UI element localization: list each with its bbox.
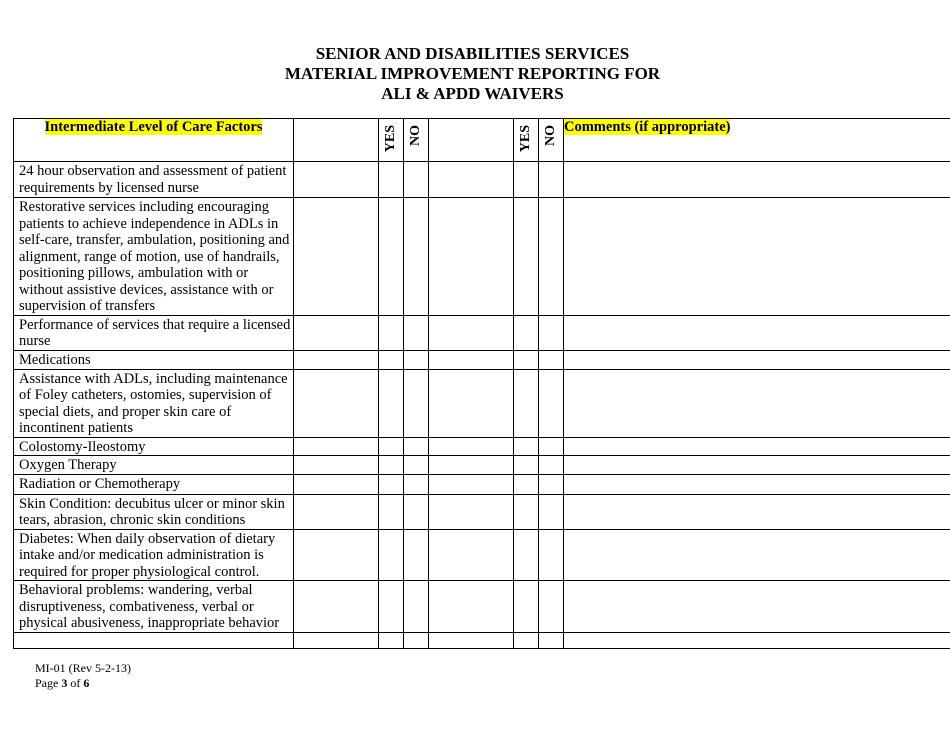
yes-checkbox-1[interactable] xyxy=(379,456,404,475)
table-row xyxy=(14,315,950,350)
yes-checkbox-1[interactable] xyxy=(379,315,404,350)
factor-cell: Medications xyxy=(14,350,294,369)
page-number xyxy=(35,676,131,691)
blank-cell-2[interactable] xyxy=(429,198,514,316)
no-checkbox-2[interactable] xyxy=(539,632,564,648)
header-yes-1-cell xyxy=(379,119,404,162)
table-row-empty xyxy=(14,632,950,648)
no-checkbox-2[interactable] xyxy=(539,315,564,350)
blank-cell-1[interactable] xyxy=(294,437,379,456)
yes-checkbox-2[interactable] xyxy=(514,315,539,350)
yes-checkbox-2[interactable] xyxy=(514,581,539,633)
no-checkbox-1[interactable] xyxy=(404,350,429,369)
factor-cell: Behavioral problems: wandering, verbal disruptiveness, combativeness, verbal or physical abusiveness, inappropriate behavior xyxy=(14,581,294,633)
blank-cell-2[interactable] xyxy=(429,369,514,437)
blank-cell-1[interactable] xyxy=(294,369,379,437)
yes-checkbox-1[interactable] xyxy=(379,581,404,633)
blank-cell-1[interactable] xyxy=(294,162,379,198)
page-label: Page xyxy=(35,676,59,690)
header-factor-cell xyxy=(14,119,294,162)
table-row xyxy=(14,529,950,581)
no-checkbox-2[interactable] xyxy=(539,494,564,529)
header-factor: Intermediate Level of Care Factors xyxy=(44,119,263,135)
comments-cell[interactable] xyxy=(564,315,950,350)
form-title xyxy=(0,44,945,104)
yes-checkbox-1[interactable] xyxy=(379,162,404,198)
table-row xyxy=(14,456,950,475)
yes-checkbox-1[interactable] xyxy=(379,198,404,316)
comments-cell[interactable] xyxy=(564,350,950,369)
yes-checkbox-1[interactable] xyxy=(379,474,404,494)
blank-cell-1[interactable] xyxy=(294,494,379,529)
blank-cell-2[interactable] xyxy=(429,350,514,369)
blank-cell-1[interactable] xyxy=(294,350,379,369)
comments-cell[interactable] xyxy=(564,456,950,475)
yes-checkbox-2[interactable] xyxy=(514,369,539,437)
yes-checkbox-1[interactable] xyxy=(379,529,404,581)
no-checkbox-1[interactable] xyxy=(404,437,429,456)
header-comments-cell xyxy=(564,119,950,162)
yes-checkbox-2[interactable] xyxy=(514,437,539,456)
factor-cell: Restorative services including encouraging patients to achieve independence in ADLs in self-care, transfer, ambulation, positioning and alignment, range of motion, use of handrails, positioning pillows, ambulation with or without assistive devices, assistance with or supervision of transfers xyxy=(14,198,294,316)
factor-cell: Skin Condition: decubitus ulcer or minor skin tears, abrasion, chronic skin conditions xyxy=(14,494,294,529)
title-line-2: MATERIAL IMPROVEMENT REPORTING FOR xyxy=(284,64,661,83)
care-factors-table xyxy=(13,118,950,649)
table-row xyxy=(14,350,950,369)
blank-cell-1[interactable] xyxy=(294,198,379,316)
header-yes-2-cell xyxy=(514,119,539,162)
page-total: 6 xyxy=(83,676,90,690)
factor-cell: 24 hour observation and assessment of patient requirements by licensed nurse xyxy=(14,162,294,198)
page-of: of xyxy=(70,676,81,690)
table-row xyxy=(14,369,950,437)
yes-checkbox-1[interactable] xyxy=(379,369,404,437)
blank-cell-1[interactable] xyxy=(294,632,379,648)
factor-cell: Performance of services that require a licensed nurse xyxy=(14,315,294,350)
comments-cell[interactable] xyxy=(564,474,950,494)
no-checkbox-2[interactable] xyxy=(539,529,564,581)
yes-checkbox-1[interactable] xyxy=(379,632,404,648)
table-row xyxy=(14,581,950,633)
header-yes-1: YES xyxy=(382,125,398,153)
no-checkbox-1[interactable] xyxy=(404,315,429,350)
blank-cell-1[interactable] xyxy=(294,529,379,581)
yes-checkbox-1[interactable] xyxy=(379,350,404,369)
no-checkbox-1[interactable] xyxy=(404,632,429,648)
blank-cell-2[interactable] xyxy=(429,529,514,581)
yes-checkbox-2[interactable] xyxy=(514,456,539,475)
blank-cell-2[interactable] xyxy=(429,162,514,198)
comments-cell[interactable] xyxy=(564,198,950,316)
no-checkbox-2[interactable] xyxy=(539,369,564,437)
factor-cell: Oxygen Therapy xyxy=(14,456,294,475)
table-row xyxy=(14,198,950,316)
comments-cell[interactable] xyxy=(564,369,950,437)
no-checkbox-2[interactable] xyxy=(539,456,564,475)
yes-checkbox-1[interactable] xyxy=(379,437,404,456)
no-checkbox-1[interactable] xyxy=(404,581,429,633)
no-checkbox-2[interactable] xyxy=(539,437,564,456)
header-blank-2 xyxy=(429,119,514,162)
header-no-1-cell xyxy=(404,119,429,162)
no-checkbox-2[interactable] xyxy=(539,350,564,369)
footer xyxy=(35,661,131,691)
yes-checkbox-2[interactable] xyxy=(514,474,539,494)
blank-cell-2[interactable] xyxy=(429,474,514,494)
factor-cell: Assistance with ADLs, including maintenance of Foley catheters, ostomies, supervision of special diets, and proper skin care of incontinent patients xyxy=(14,369,294,437)
blank-cell-2[interactable] xyxy=(429,494,514,529)
blank-cell-1[interactable] xyxy=(294,456,379,475)
table-row xyxy=(14,474,950,494)
no-checkbox-2[interactable] xyxy=(539,198,564,316)
blank-cell-2[interactable] xyxy=(429,437,514,456)
no-checkbox-1[interactable] xyxy=(404,369,429,437)
factor-cell: Radiation or Chemotherapy xyxy=(14,474,294,494)
yes-checkbox-2[interactable] xyxy=(514,529,539,581)
no-checkbox-1[interactable] xyxy=(404,162,429,198)
factor-cell: Diabetes: When daily observation of dietary intake and/or medication administration is required for proper physiological control. xyxy=(14,529,294,581)
header-comments: Comments (if appropriate) xyxy=(564,119,731,135)
title-line-1: SENIOR AND DISABILITIES SERVICES xyxy=(315,44,630,63)
form-id: MI-01 (Rev 5-2-13) xyxy=(35,661,131,675)
header-no-2-cell xyxy=(539,119,564,162)
comments-cell[interactable] xyxy=(564,437,950,456)
no-checkbox-1[interactable] xyxy=(404,474,429,494)
no-checkbox-1[interactable] xyxy=(404,456,429,475)
yes-checkbox-2[interactable] xyxy=(514,494,539,529)
table-row xyxy=(14,162,950,198)
header-no-1: NO xyxy=(407,125,423,146)
no-checkbox-2[interactable] xyxy=(539,581,564,633)
blank-cell-2[interactable] xyxy=(429,632,514,648)
comments-cell[interactable] xyxy=(564,581,950,633)
no-checkbox-1[interactable] xyxy=(404,529,429,581)
yes-checkbox-1[interactable] xyxy=(379,494,404,529)
yes-checkbox-2[interactable] xyxy=(514,198,539,316)
comments-cell[interactable] xyxy=(564,162,950,198)
page-current: 3 xyxy=(61,676,68,690)
comments-cell[interactable] xyxy=(564,529,950,581)
title-line-3: ALI & APDD WAIVERS xyxy=(381,84,564,103)
no-checkbox-1[interactable] xyxy=(404,494,429,529)
header-no-2: NO xyxy=(542,125,558,146)
comments-cell[interactable] xyxy=(564,494,950,529)
yes-checkbox-2[interactable] xyxy=(514,162,539,198)
table-row xyxy=(14,494,950,529)
blank-cell-1[interactable] xyxy=(294,474,379,494)
header-row xyxy=(14,119,950,162)
comments-cell[interactable] xyxy=(564,632,950,648)
blank-cell-1[interactable] xyxy=(294,581,379,633)
header-yes-2: YES xyxy=(517,125,533,153)
yes-checkbox-2[interactable] xyxy=(514,350,539,369)
no-checkbox-1[interactable] xyxy=(404,198,429,316)
blank-cell-2[interactable] xyxy=(429,581,514,633)
no-checkbox-2[interactable] xyxy=(539,162,564,198)
no-checkbox-2[interactable] xyxy=(539,474,564,494)
blank-cell-2[interactable] xyxy=(429,456,514,475)
yes-checkbox-2[interactable] xyxy=(514,632,539,648)
factor-cell: Colostomy-Ileostomy xyxy=(14,437,294,456)
table-row xyxy=(14,437,950,456)
blank-cell-2[interactable] xyxy=(429,315,514,350)
header-blank-1 xyxy=(294,119,379,162)
factor-cell-empty[interactable] xyxy=(14,632,294,648)
blank-cell-1[interactable] xyxy=(294,315,379,350)
